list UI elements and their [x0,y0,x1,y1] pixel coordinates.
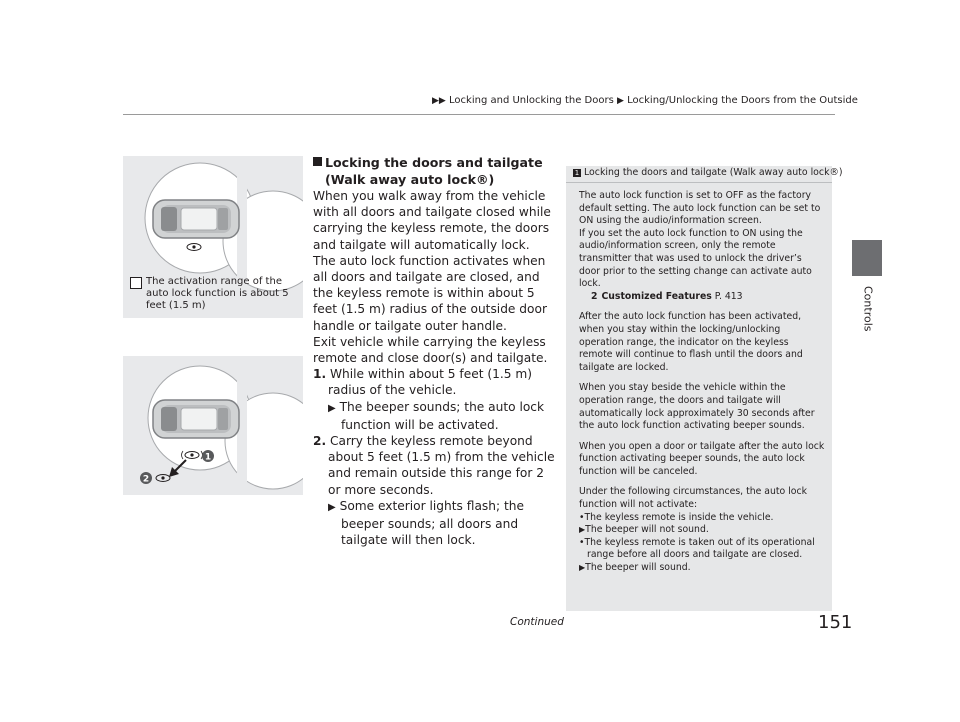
result-arrow-icon: ▶ [579,563,586,573]
heading-square-icon [313,157,322,166]
step-1-result: ▶ The beeper sounds; the auto lock function will be activated. [328,399,545,432]
result-arrow-icon: ▶ [328,402,336,414]
continued-label: Continued [510,616,564,628]
paragraph: The auto lock function activates when all doors and tailgate are closed, and the keyless remote is within about 5 feet (1.5 m) radius of the outside door handle or tailgate outer handle. [313,253,547,333]
note-bullet-result: ▶The beeper will not sound. [579,524,709,536]
step-marker-2 [140,472,152,485]
note-title: 1 Locking the doors and tailgate (Walk away auto lock®) [574,167,843,178]
figure-walk-away-steps [123,356,303,495]
note-bullet: •The keyless remote is inside the vehicle. [579,511,774,523]
figure-caption: The activation range of the auto lock function is about 5 feet (1.5 m) [146,276,296,312]
note-title-divider [566,182,832,183]
breadcrumb-item[interactable]: Locking/Unlocking the Doors from the Outside [627,95,858,106]
cross-reference-link[interactable]: 2 Customized Features P. 413 [591,290,743,302]
reference-arrow-icon: 2 [591,290,598,302]
bullet-dot-icon: • [579,511,585,523]
double-arrow-icon: ▶▶ [432,96,446,106]
bullet-dot-icon: • [579,536,585,548]
result-arrow-icon: ▶ [328,501,336,513]
note-bullet: •The keyless remote is taken out of its operational range before all doors and tailgate are closed. [579,536,815,561]
breadcrumb-item[interactable]: Locking and Unlocking the Doors [449,95,614,106]
main-content [313,154,555,548]
legend-box [130,277,142,289]
step-2: 2. Carry the keyless remote beyond about 5 feet (1.5 m) from the vehicle and remain outside this range for 2 or more seconds. [313,434,555,497]
section-tab-label-wrap [838,286,898,376]
vehicle-walk-away-illustration [123,356,303,495]
section-tab-marker [852,240,882,276]
svg-text:2: 2 [142,474,150,485]
note-marker-icon: 1 [574,169,580,177]
note-body: The auto lock function is set to OFF as the factory default setting. The auto lock function can be set to ON using the audio/information screen. If you set the auto lock function to ON using the audio/information screen, only the remote transmitter that was used to unlock the driver’s door prior to the setting change can activate auto lock. 2 Customized Features P. 413 After the auto lock function has been activated, when you stay within the locking/unlocking operation range, the indicator on the keyless remote will continue to flash until the doors and tailgate are locked. When you stay beside the vehicle within the operation range, the doors and tailgate will automatically lock approximately 30 seconds after the auto lock function activating beeper sounds. When you open a door or tailgate after the auto lock function activating beeper sounds, the auto lock function will be canceled. Under the following circumstances, the auto lock function will not activate: •The keyless remote is inside the vehicle. ▶The beeper will not sound. •The keyless remote is taken out of its operational range before all doors and tailgate are closed. ▶The beeper will sound. [579,190,825,574]
header-divider [123,114,835,115]
step-2-result: ▶ Some exterior lights flash; the beeper sounds; all doors and tailgate will then lock. [328,498,524,548]
paragraph: Exit vehicle while carrying the keyless remote and close door(s) and tailgate. [313,334,548,366]
breadcrumb [432,95,858,106]
paragraph: When you walk away from the vehicle with all doors and tailgate closed while carrying the keyless remote, the doors and tailgate will automatically lock. [313,189,551,252]
section-tab-label: Controls [861,286,875,332]
step-1: 1. While within about 5 feet (1.5 m) radius of the vehicle. [313,367,533,398]
svg-text:1: 1 [204,452,212,463]
note-bullet-result: ▶The beeper will sound. [579,562,691,574]
arrow-icon: ▶ [617,96,624,106]
page-number: 151 [818,612,853,633]
result-arrow-icon: ▶ [579,525,586,535]
keyless-remote-icon [156,475,170,482]
section-heading: Locking the doors and tailgate (Walk away auto lock®) [313,154,555,188]
